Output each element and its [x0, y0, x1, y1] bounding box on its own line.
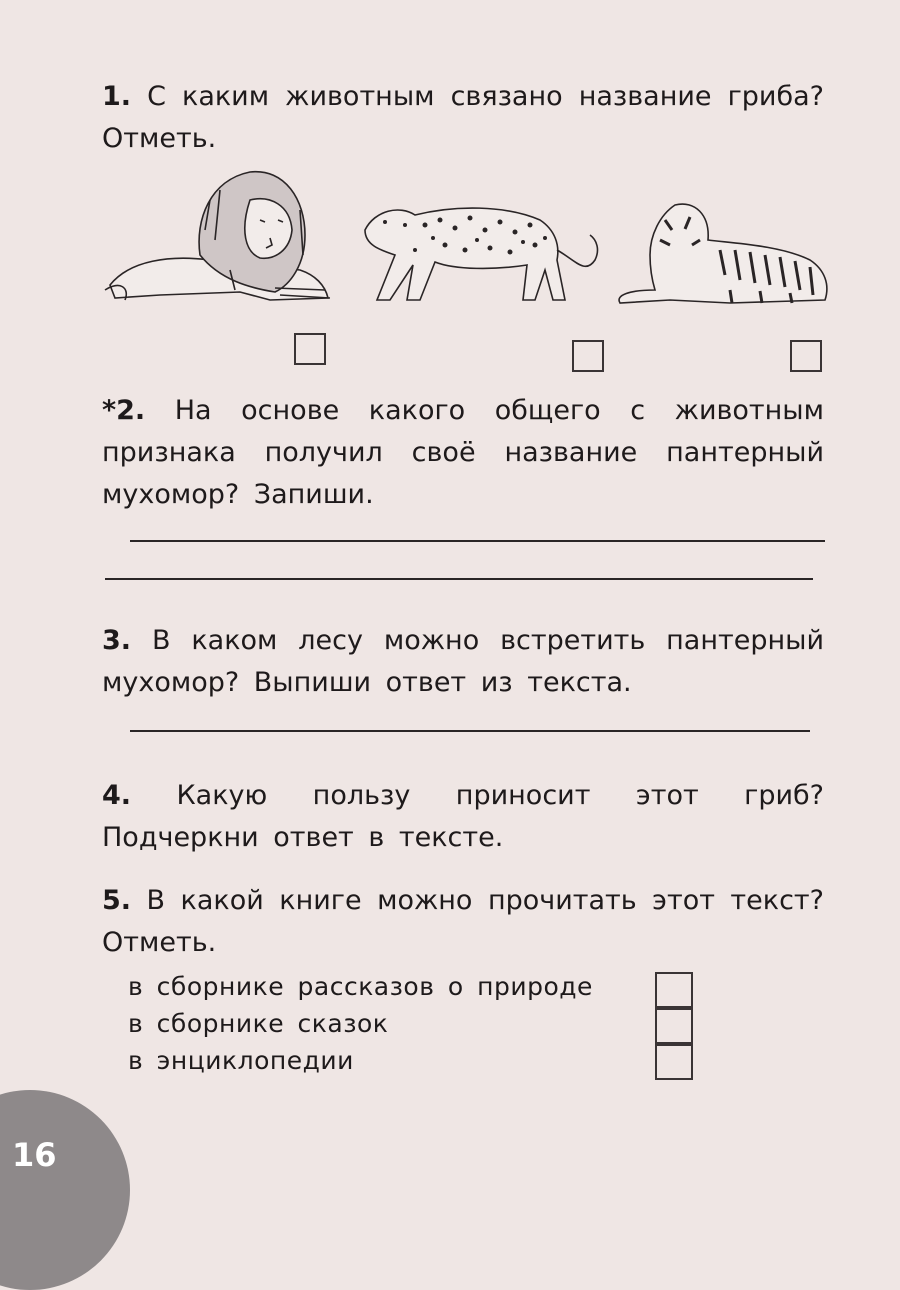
question-4-text: Какую пользу приносит этот гриб? Подчеркни ответ в тексте.	[102, 780, 824, 853]
question-3-number: 3.	[102, 625, 132, 656]
question-3	[102, 620, 824, 704]
question-2-number: *2.	[102, 395, 146, 426]
answer-line-q3[interactable]	[130, 730, 810, 732]
answer-checkbox-nature-stories[interactable]	[655, 972, 693, 1008]
answer-line-q2-2[interactable]	[105, 578, 813, 580]
option-encyclopedia: в энциклопедии	[128, 1046, 354, 1075]
answer-line-q2-1[interactable]	[130, 540, 825, 542]
question-4-number: 4.	[102, 780, 132, 811]
tiger-icon	[610, 195, 835, 310]
page-number: 16	[12, 1136, 57, 1174]
question-1-number: 1.	[102, 81, 132, 112]
question-5-number: 5.	[102, 885, 132, 916]
question-4	[102, 775, 824, 859]
option-nature-stories: в сборнике рассказов о природе	[128, 972, 593, 1001]
question-2-text: На основе какого общего с животным признака получил своё название пантерный мухомор? Запиши.	[102, 395, 824, 510]
answer-checkbox-fairy-tales[interactable]	[655, 1008, 693, 1044]
page-number-badge	[0, 1090, 130, 1290]
question-2	[102, 390, 824, 516]
leopard-icon	[345, 200, 605, 310]
answer-checkbox-tiger[interactable]	[790, 340, 822, 372]
question-5	[102, 880, 824, 964]
question-1-text: С каким животным связано название гриба? Отметь.	[102, 81, 824, 154]
question-1	[102, 76, 824, 160]
question-3-text: В каком лесу можно встретить пантерный мухомор? Выпиши ответ из текста.	[102, 625, 824, 698]
answer-checkbox-encyclopedia[interactable]	[655, 1044, 693, 1080]
option-fairy-tales: в сборнике сказок	[128, 1009, 389, 1038]
answer-checkbox-lion[interactable]	[294, 333, 326, 365]
lion-icon	[100, 160, 335, 310]
answer-checkbox-leopard[interactable]	[572, 340, 604, 372]
question-5-text: В какой книге можно прочитать этот текст? Отметь.	[102, 885, 824, 958]
